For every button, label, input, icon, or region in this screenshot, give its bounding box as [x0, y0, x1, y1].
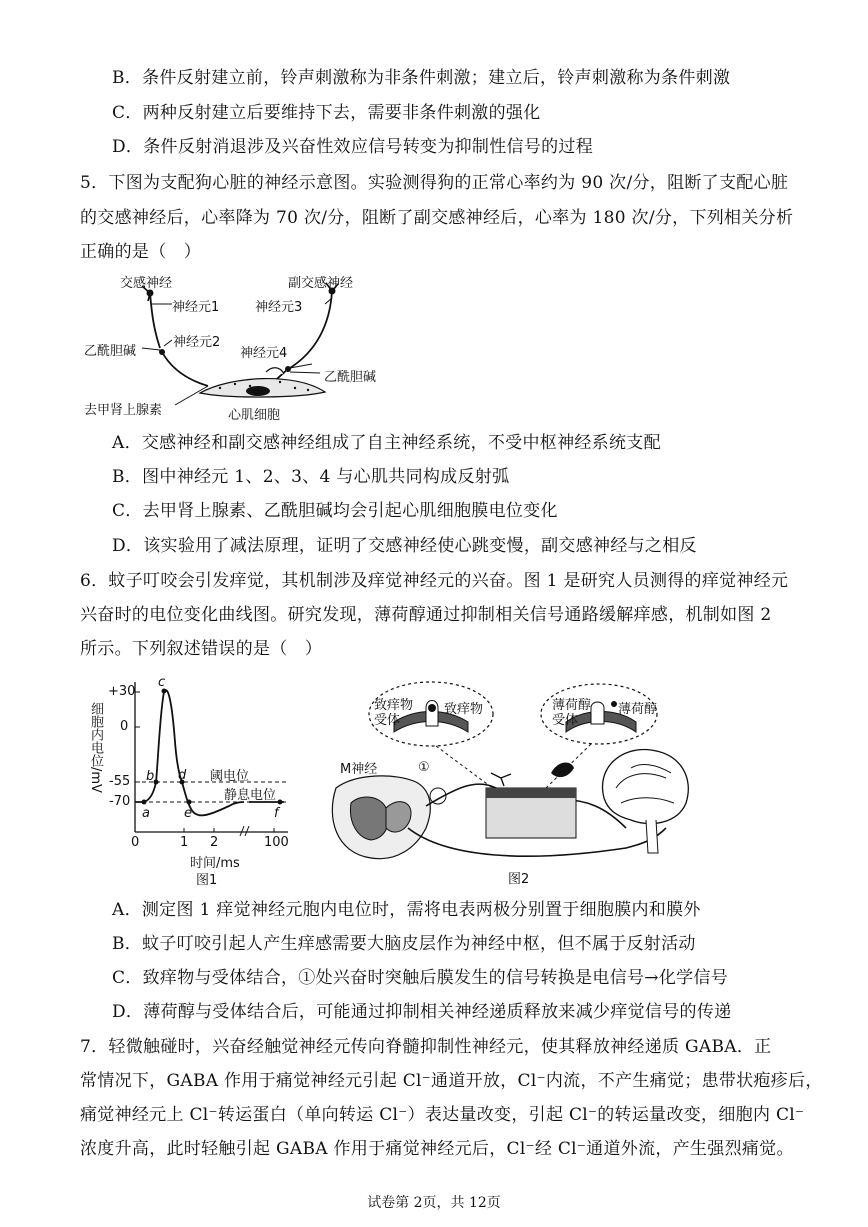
fig1-xtick-2: 2 — [210, 835, 219, 850]
fig1-ytick-55: -55 — [109, 774, 131, 789]
cardiomyocyte-label: 心肌细胞 — [228, 408, 281, 423]
q4-option-c: C．两种反射建立后要维持下去，需要非条件刺激的强化 — [112, 103, 541, 123]
point-b: b — [146, 769, 155, 784]
q4-option-b: B．条件反射建立前，铃声刺激称为非条件刺激；建立后，铃声刺激称为条件刺激 — [112, 68, 731, 88]
q4-option-d: D．条件反射消退涉及兴奋性效应信号转变为抑制性信号的过程 — [112, 137, 594, 157]
q5-option-c: C．去甲肾上腺素、乙酰胆碱均会引起心肌细胞膜电位变化 — [112, 501, 558, 521]
page-footer: 试卷第 2页，共 12页 — [367, 1195, 501, 1211]
q5-option-a: A．交感神经和副交感神经组成了自主神经系统，不受中枢神经系统支配 — [112, 433, 661, 453]
menthol-receptor-label: 薄荷醇受体 — [552, 698, 592, 728]
m-nerve-label: M神经 — [340, 762, 378, 777]
q5-stem-line-2: 的交感神经后，心率降为 70 次/分，阻断了副交感神经后，心率为 180 次/分，下列相关分析 — [80, 208, 794, 228]
q5-option-d: D．该实验用了减法原理，证明了交感神经使心跳变慢，副交感神经与之相反 — [112, 536, 697, 556]
q6-stem-line-2: 兴奋时的电位变化曲线图。研究发现，薄荷醇通过抑制相关信号通路缓解痒感，机制如图 2 — [80, 605, 772, 625]
q6-option-c: C．致痒物与受体结合，①处兴奋时突触后膜发生的信号转换是电信号→化学信号 — [112, 968, 729, 988]
pruritogen-label: 致痒物 — [444, 702, 484, 717]
point-c: c — [158, 675, 166, 690]
q6-option-d: D．薄荷醇与受体结合后，可能通过抑制相关神经递质释放来减少痒觉信号的传递 — [112, 1002, 732, 1022]
q5-stem-line-3: 正确的是（ ） — [80, 242, 202, 262]
norepinephrine-label: 去甲肾上腺素 — [84, 403, 163, 418]
q7-stem-line-3: 痛觉神经元上 Cl⁻转运蛋白（单向转运 Cl⁻）表达量改变，引起 Cl⁻的转运量改变，细胞内 Cl⁻ — [80, 1105, 805, 1125]
fig1-caption: 图1 — [196, 873, 218, 888]
point-d: d — [178, 768, 187, 783]
site-1-label: ① — [418, 760, 430, 775]
q6-figure-1 — [84, 672, 294, 887]
fig1-ytick-0: 0 — [120, 719, 129, 734]
q7-stem-line-1: 7．轻微触碰时，兴奋经触觉神经元传向脊髓抑制性神经元，使其释放神经递质 GABA．正 — [80, 1037, 772, 1057]
menthol-label: 薄荷醇 — [618, 702, 658, 717]
acetylcholine-right-label: 乙酰胆碱 — [324, 370, 377, 385]
q7-stem-line-4: 浓度升高，此时轻触引起 GABA 作用于痛觉神经元后，Cl⁻经 Cl⁻通道外流，产生强烈痛觉。 — [80, 1139, 794, 1159]
q5-stem-line-1: 5．下图为支配狗心脏的神经示意图。实验测得狗的正常心率约为 90 次/分，阻断了支配心脏 — [80, 173, 789, 193]
resting-label: 静息电位 — [224, 788, 277, 803]
fig1-ytick-30: +30 — [108, 684, 136, 699]
fig1-ylabel: 细胞内电位/mV — [88, 702, 103, 793]
threshold-label: 阈电位 — [210, 769, 250, 784]
fig1-xtick-100: 100 — [264, 835, 289, 850]
q6-figure-2 — [326, 678, 696, 886]
fig2-caption: 图2 — [508, 872, 530, 887]
fig1-xtick-1: 1 — [180, 835, 189, 850]
q6-stem-line-3: 所示。下列叙述错误的是（ ） — [80, 639, 323, 659]
point-a: a — [142, 806, 150, 821]
fig1-xtick-0: 0 — [131, 835, 140, 850]
q7-stem-line-2: 常情况下，GABA 作用于痛觉神经元引起 Cl⁻通道开放，Cl⁻内流，不产生痛觉；患带状疱疹后， — [80, 1071, 823, 1091]
neuron-4-label: 神经元4 — [240, 346, 288, 361]
parasympathetic-nerve-label: 副交感神经 — [288, 276, 354, 291]
q6-option-b: B．蚊子叮咬引起人产生痒感需要大脑皮层作为神经中枢，但不属于反射活动 — [112, 934, 696, 954]
q5-option-b: B．图中神经元 1、2、3、4 与心肌共同构成反射弧 — [112, 467, 510, 487]
neuron-2-label: 神经元2 — [173, 335, 221, 350]
q6-stem-line-1: 6．蚊子叮咬会引发痒觉，其机制涉及痒觉神经元的兴奋。图 1 是研究人员测得的痒觉神经元 — [80, 571, 789, 591]
neuron-1-label: 神经元1 — [172, 300, 220, 315]
sympathetic-nerve-label: 交感神经 — [120, 276, 173, 291]
fig1-xlabel: 时间/ms — [190, 856, 240, 871]
neuron-3-label: 神经元3 — [255, 300, 303, 315]
q5-heart-nerve-figure — [80, 268, 410, 428]
point-f: f — [274, 806, 279, 821]
acetylcholine-left-label: 乙酰胆碱 — [84, 344, 137, 359]
point-e: e — [184, 806, 192, 821]
fig1-ytick-70: -70 — [109, 794, 131, 809]
q6-option-a: A．测定图 1 痒觉神经元胞内电位时，需将电表两极分别置于细胞膜内和膜外 — [112, 900, 701, 920]
pruritogen-receptor-label: 致痒物受体 — [374, 698, 414, 728]
